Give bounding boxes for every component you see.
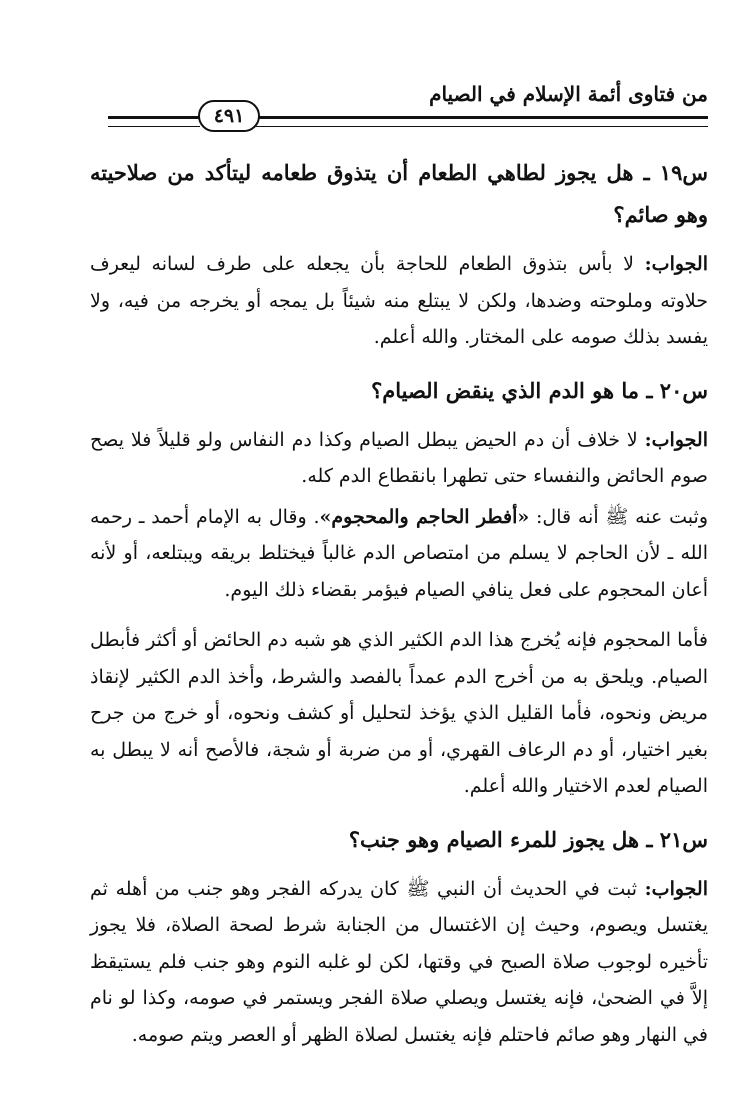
answer-label: الجواب: (644, 428, 708, 451)
answer-19-text: لا بأس بتذوق الطعام للحاجة بأن يجعله على طرف لسانه ليعرف حلاوته وملوحته وضدها، ولكن لا يبتلع منه شيئاً بل يمجه أو يخرجه من فيه، ولا يفسد بذلك صومه على المختار. والله أعلم. (90, 253, 708, 348)
answer-20-paragraph-3: فأما المحجوم فإنه يُخرج هذا الدم الكثير الذي هو شبه دم الحائض أو أكثر فأبطل الصيام. ويلحق به من أخرج الدم عمداً بالفصد والشرط، وأخذ الدم الكثير لإنقاذ مريض ونحوه، فأما القليل الذي يؤخذ لتحليل أو كشف ونحوه، أو خرج من جرح بغير اختيار، أو دم الرعاف القهري، أو من ضربة أو شجة، فالأصح أنه لا يبطل به الصيام لعدم الاختيار والله أعلم. (90, 629, 708, 797)
hadith-explanation: . وقال به الإمام أحمد ـ رحمه الله ـ لأن الحاجم لا يسلم من امتصاص الدم غالباً فيختلط بريقه ويبتلعه، أو لأنه أعان المحجوم على فعل ينافي الصيام فيؤمر بقضاء ذلك اليوم. (90, 505, 708, 601)
answer-21 (90, 871, 708, 1054)
hadith-quote: «أفطر الحاجم والمحجوم» (319, 505, 530, 528)
page-content (90, 152, 708, 1053)
answer-20-text: لا خلاف أن دم الحيض يبطل الصيام وكذا دم النفاس ولو قليلاً فلا يصح صوم الحائض والنفساء حتى تطهرا بانقطاع الدم كله. (90, 428, 708, 487)
answer-19 (90, 246, 708, 356)
answer-20-paragraph-1 (90, 422, 708, 495)
answer-20-paragraph-2 (90, 499, 708, 609)
answer-21-text: ثبت في الحديث أن النبي ﷺ كان يدركه الفجر وهو جنب من أهله ثم يغتسل ويصوم، وحيث إن الاغتسال من الجنابة شرط لصحة الصلاة، فلا يجوز تأخيره لوجوب صلاة الصبح في وقتها، لكن لو غلبه النوم وهو جنب فلم يستيقظ إلاَّ في الضحىٰ، فإنه يغتسل ويصلي صلاة الفجر ويستمر في صومه، وكذا لو نام في النهار وهو صائم فاحتلم فإنه يغتسل لصلاة الظهر أو العصر ويتم صومه. (90, 877, 708, 1046)
answer-label: الجواب: (644, 877, 708, 900)
header-rule-right (256, 116, 708, 127)
header-rule-left (108, 116, 200, 127)
hadith-intro: وثبت عنه ﷺ أنه قال: (529, 505, 708, 528)
page-number: ٤٩١ (198, 100, 260, 132)
question-20: س٢٠ ـ ما هو الدم الذي ينقض الصيام؟ (371, 377, 708, 403)
answer-label: الجواب: (644, 253, 708, 275)
running-title: من فتاوى أئمة الإسلام في الصيام (429, 82, 708, 106)
question-21: س٢١ ـ هل يجوز للمرء الصيام وهو جنب؟ (348, 826, 708, 852)
question-19: س١٩ ـ هل يجوز لطاهي الطعام أن يتذوق طعامه ليتأكد من صلاحيته وهو صائم؟ (90, 160, 708, 227)
